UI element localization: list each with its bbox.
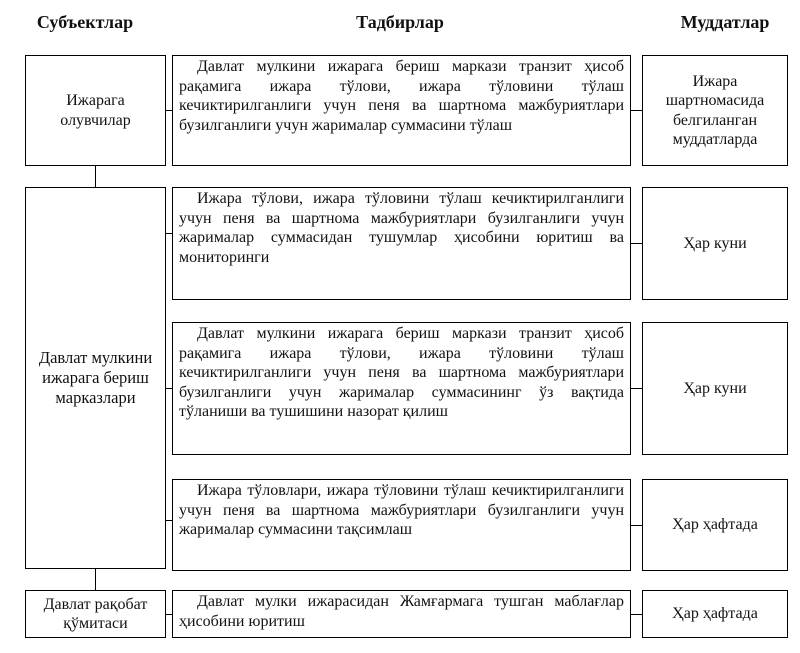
term-box [642,322,788,455]
action-box: Давлат мулкини ижарага бериш маркази транзит ҳисоб рақамига ижара тўлови, ижара тўловини тўлаш кечиктирилганлиги учун пеня ва шартнома мажбуриятлари бузилганлиги учун жарималар суммасини тўлаш [172,55,631,166]
header-actions: Тадбирлар [356,12,444,32]
term-box [642,55,788,166]
term-label: Ҳар ҳафтада [672,605,758,623]
term-box [642,590,788,638]
connector-subject1-subject2 [95,166,96,187]
term-label: Ижара шартномасида белгиланган муддатларда [665,72,765,148]
term-box [642,187,788,300]
header-terms: Муддатлар [680,12,770,32]
connector-action2-term2 [631,243,642,244]
action-box: Ижара тўлови, ижара тўловини тўлаш кечиктирилганлиги учун пеня ва шартнома мажбуриятлари бузилганлиги учун жарималар суммасидан тушумлар ҳисобини юритиш ва мониторинги [172,187,631,300]
header-subjects: Субъектлар [36,12,134,32]
subject-box-competition-committee [25,590,166,638]
connector-action3-term3 [631,388,642,389]
connector-subject2-subject3 [95,569,96,590]
subject-box-tenants [25,55,166,166]
action-box: Давлат мулки ижарасидан Жамғармага тушган маблағлар ҳисобини юритиш [172,590,631,638]
connector-action5-term5 [631,614,642,615]
subject-label: Давлат рақобат қўмитаси [43,595,148,632]
term-label: Ҳар ҳафтада [672,516,758,534]
subject-label: Давлат мулкини ижарага бериш марказлари [38,348,153,407]
connector-action4-term4 [631,525,642,526]
subject-label: Ижарага олувчилар [60,92,131,129]
term-label: Ҳар куни [683,379,747,397]
term-box [642,479,788,571]
subject-box-rental-centers [25,187,166,569]
action-box: Ижара тўловлари, ижара тўловини тўлаш кечиктирилганлиги учун пеня ва шартнома мажбуриятлари бузилганлиги учун жарималар суммасини тақсимлаш [172,479,631,571]
term-label: Ҳар куни [683,234,747,252]
connector-action1-term1 [631,110,642,111]
action-box: Давлат мулкини ижарага бериш маркази транзит ҳисоб рақамига ижара тўлови, ижара тўловини тўлаш кечиктирилганлиги учун пеня ва шартнома мажбуриятлари бузилганлиги учун жарималар суммасининг ўз вақтида тўланиши ва тушишини назорат қилиш [172,322,631,455]
